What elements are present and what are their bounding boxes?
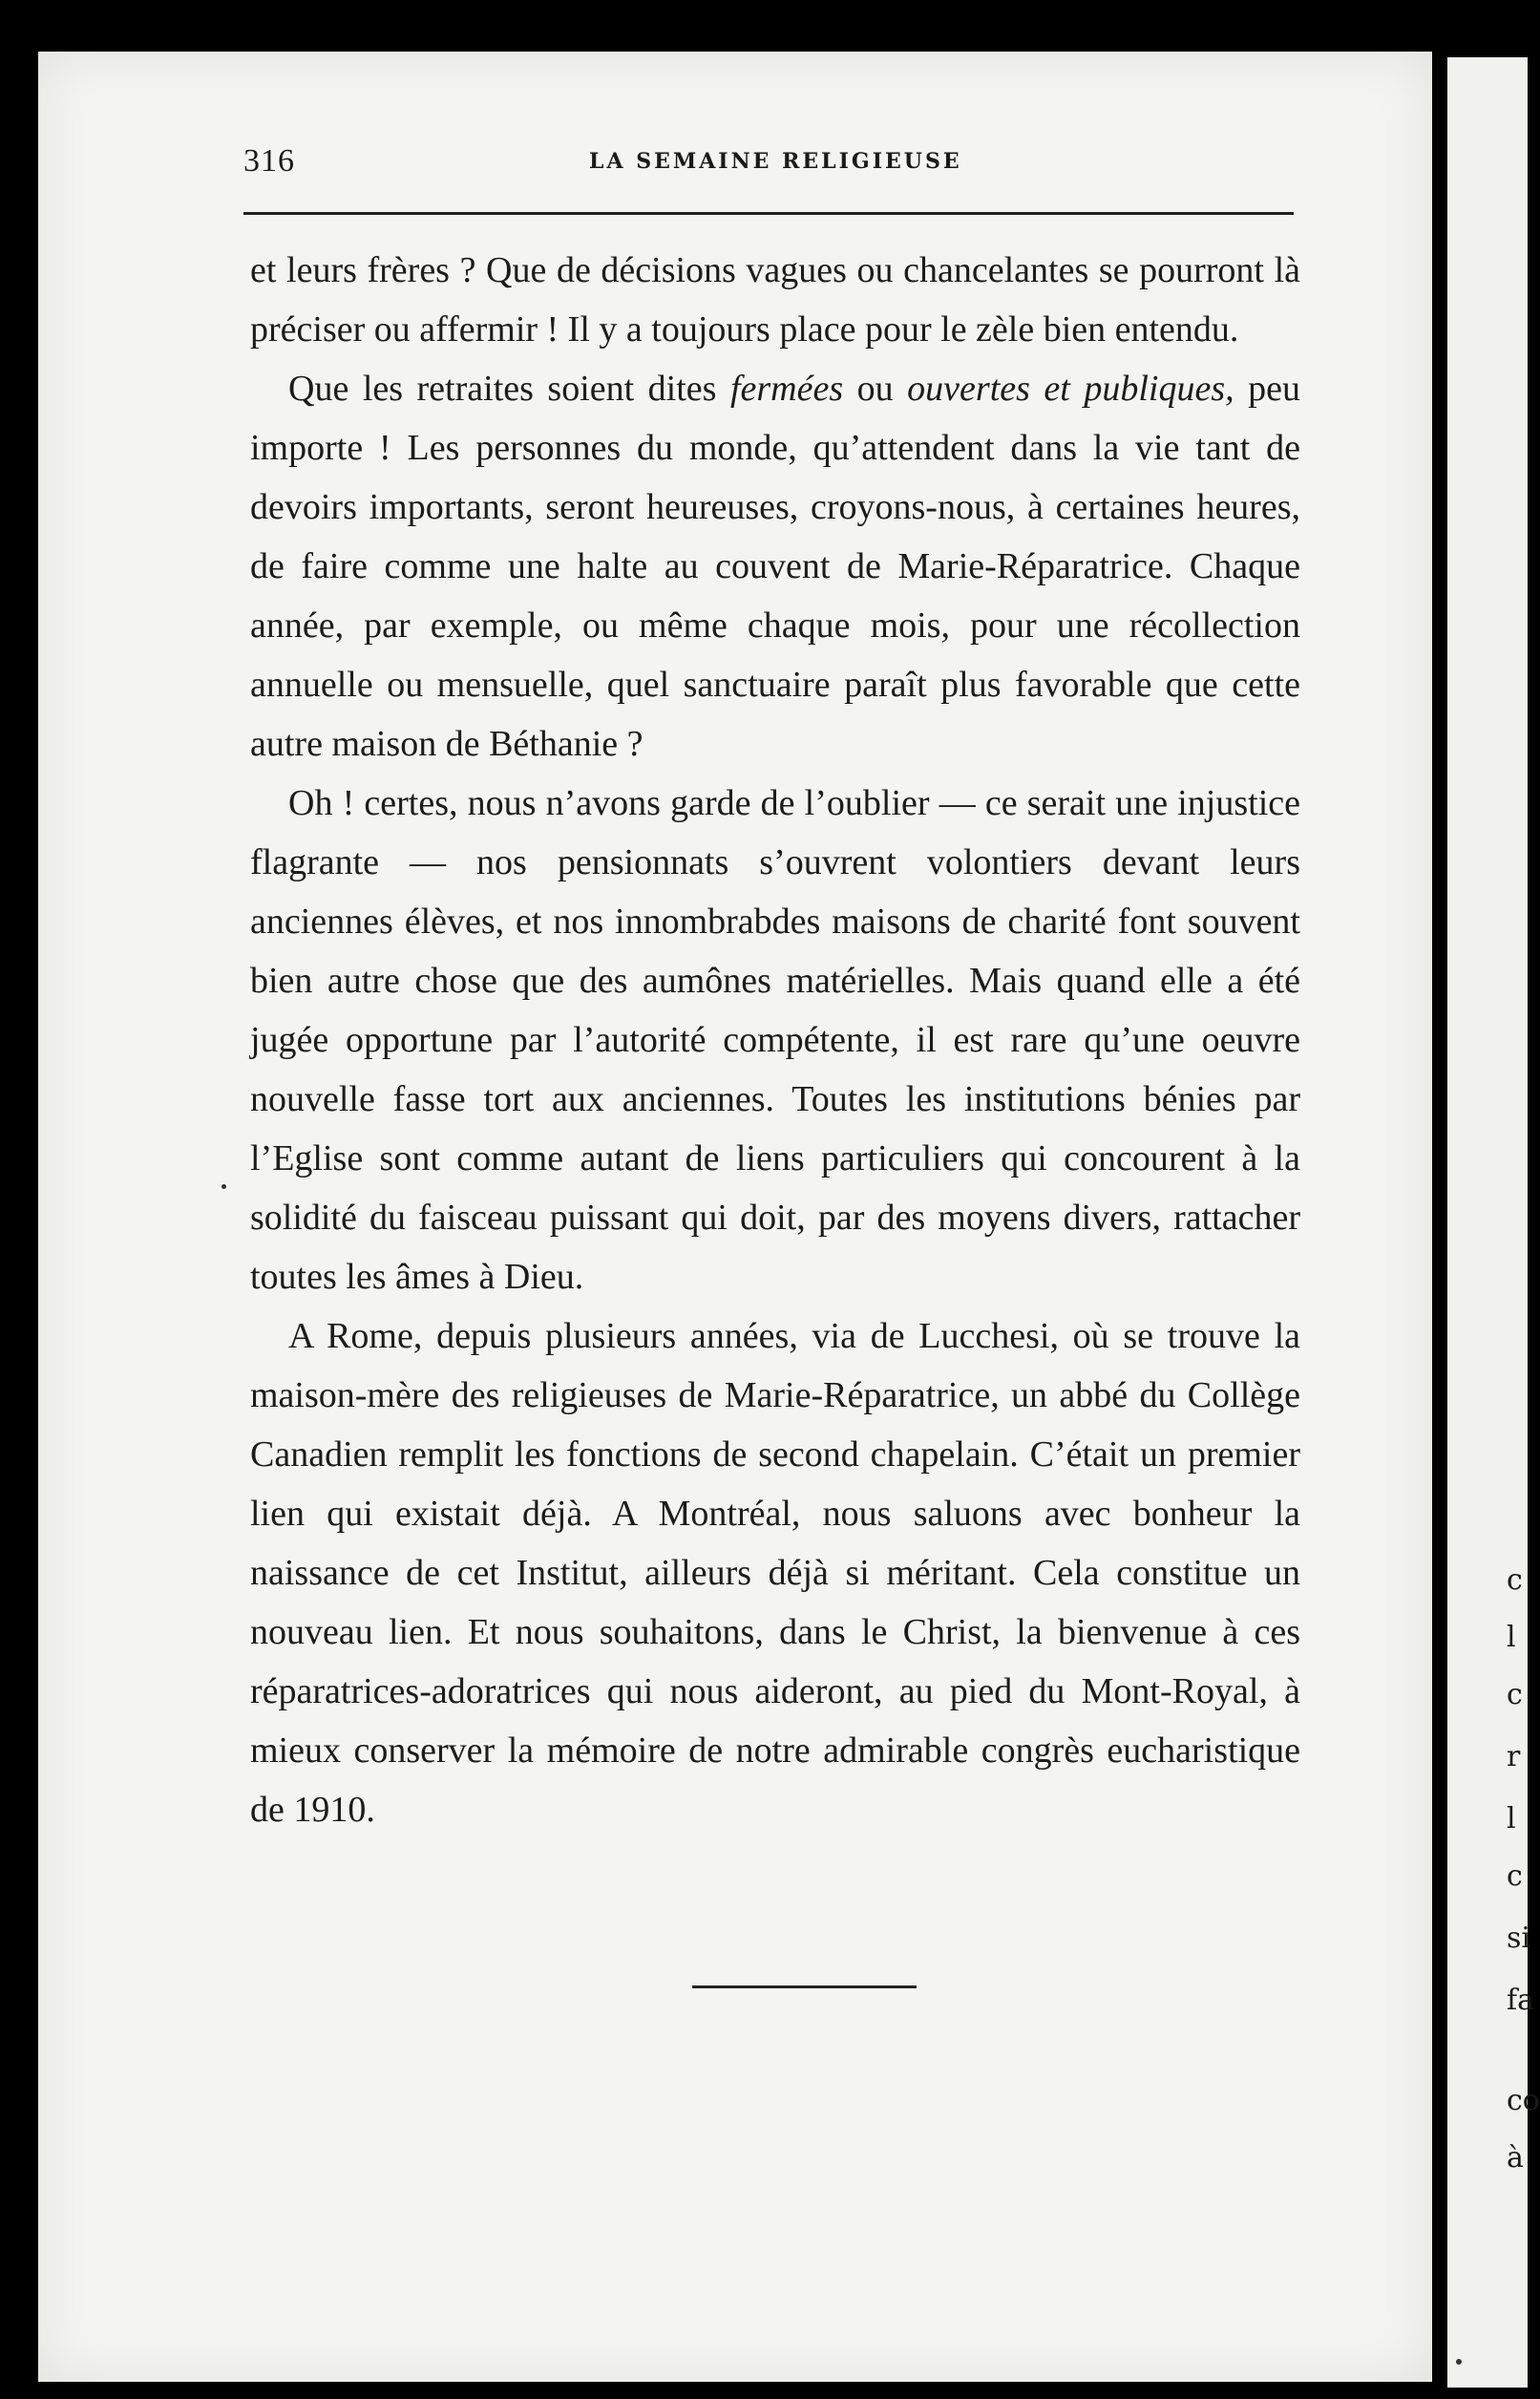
page-number: 316 <box>243 143 295 179</box>
closing-rule <box>692 1985 917 1988</box>
scan-speck <box>1456 2359 1462 2365</box>
paragraph-1: et leurs frères ? Que de décisions vagues ou chancelantes se pourront là préciser ou affermir ! Il y a toujours place pour le zèle bien entendu. <box>250 250 1300 350</box>
paragraph-2-italic-ouvertes: ouvertes et publiques, <box>907 369 1234 409</box>
paragraph-2 <box>250 359 1300 774</box>
facing-page-fragment: c <box>1507 1859 1523 1893</box>
paragraph-3: Oh ! certes, nous n’avons garde de l’oublier — ce serait une injustice flagrante — nos pensionnats s’ouvrent volontiers devant leurs anciennes élèves, et nos innombrabdes maisons de charité font souvent bien autre chose que des aumônes matérielles. Mais quand elle a été jugée opportune par l’autorité compétente, il est rare qu’une oeuvre nouvelle fasse tort aux anciennes. Toutes les institutions bénies par l’Eglise sont comme autant de liens particuliers qui concourent à la solidité du faisceau puissant qui doit, par des moyens divers, rattacher toutes les âmes à Dieu. <box>250 783 1300 1297</box>
running-head <box>243 143 1313 201</box>
facing-page-fragment: c <box>1507 1563 1523 1597</box>
facing-page-fragment: l <box>1507 1802 1516 1836</box>
paragraph-4: A Rome, depuis plusieurs années, via de Lucchesi, où se trouve la maison-mère des religieuses de Marie-Réparatrice, un abbé du Collège Canadien remplit les fonctions de second chapelain. C’était un premier lien qui existait déjà. A Montréal, nous saluons avec bonheur la naissance de cet Institut, ailleurs déjà si méritant. Cela constitue un nouveau lien. Et nous souhaitons, dans le Christ, la bienvenue à ces réparatrices-adoratrices qui nous aideront, au pied du Mont-Royal, à mieux conserver la mémoire de notre admirable congrès eucharistique de 1910. <box>250 1316 1300 1830</box>
scan-speck <box>222 1184 226 1189</box>
facing-page-fragment: fa <box>1507 1984 1534 2017</box>
paragraph-2-before: Que les retraites soient dites <box>288 369 730 409</box>
body-text <box>250 241 1300 1839</box>
paragraph-2-italic-fermees: fermées <box>729 369 844 409</box>
header-rule <box>243 212 1294 215</box>
paragraph-2-mid: ou <box>843 369 908 409</box>
facing-page-edge <box>1447 57 1540 2388</box>
running-title: LA SEMAINE RELIGIEUSE <box>589 149 962 174</box>
facing-page-fragment: l <box>1507 1621 1516 1654</box>
facing-page-fragment: si <box>1507 1921 1530 1955</box>
facing-page-fragment: c <box>1507 1678 1523 1711</box>
facing-page-fragment: r <box>1507 1740 1521 1773</box>
paragraph-2-after: peu importe ! Les personnes du monde, qu’attendent dans la vie tant de devoirs importants, seront heureuses, croyons-nous, à certaines heures, de faire comme une halte au couvent de Marie-Réparatrice. Chaque année, par exemple, ou même chaque mois, pour une récollection annuelle ou mensuelle, quel sanctuaire paraît plus favorable que cette autre maison de Béthanie ? <box>250 369 1300 764</box>
facing-page-fragment: co <box>1507 2084 1540 2117</box>
facing-page-fragment: à <box>1507 2141 1524 2175</box>
